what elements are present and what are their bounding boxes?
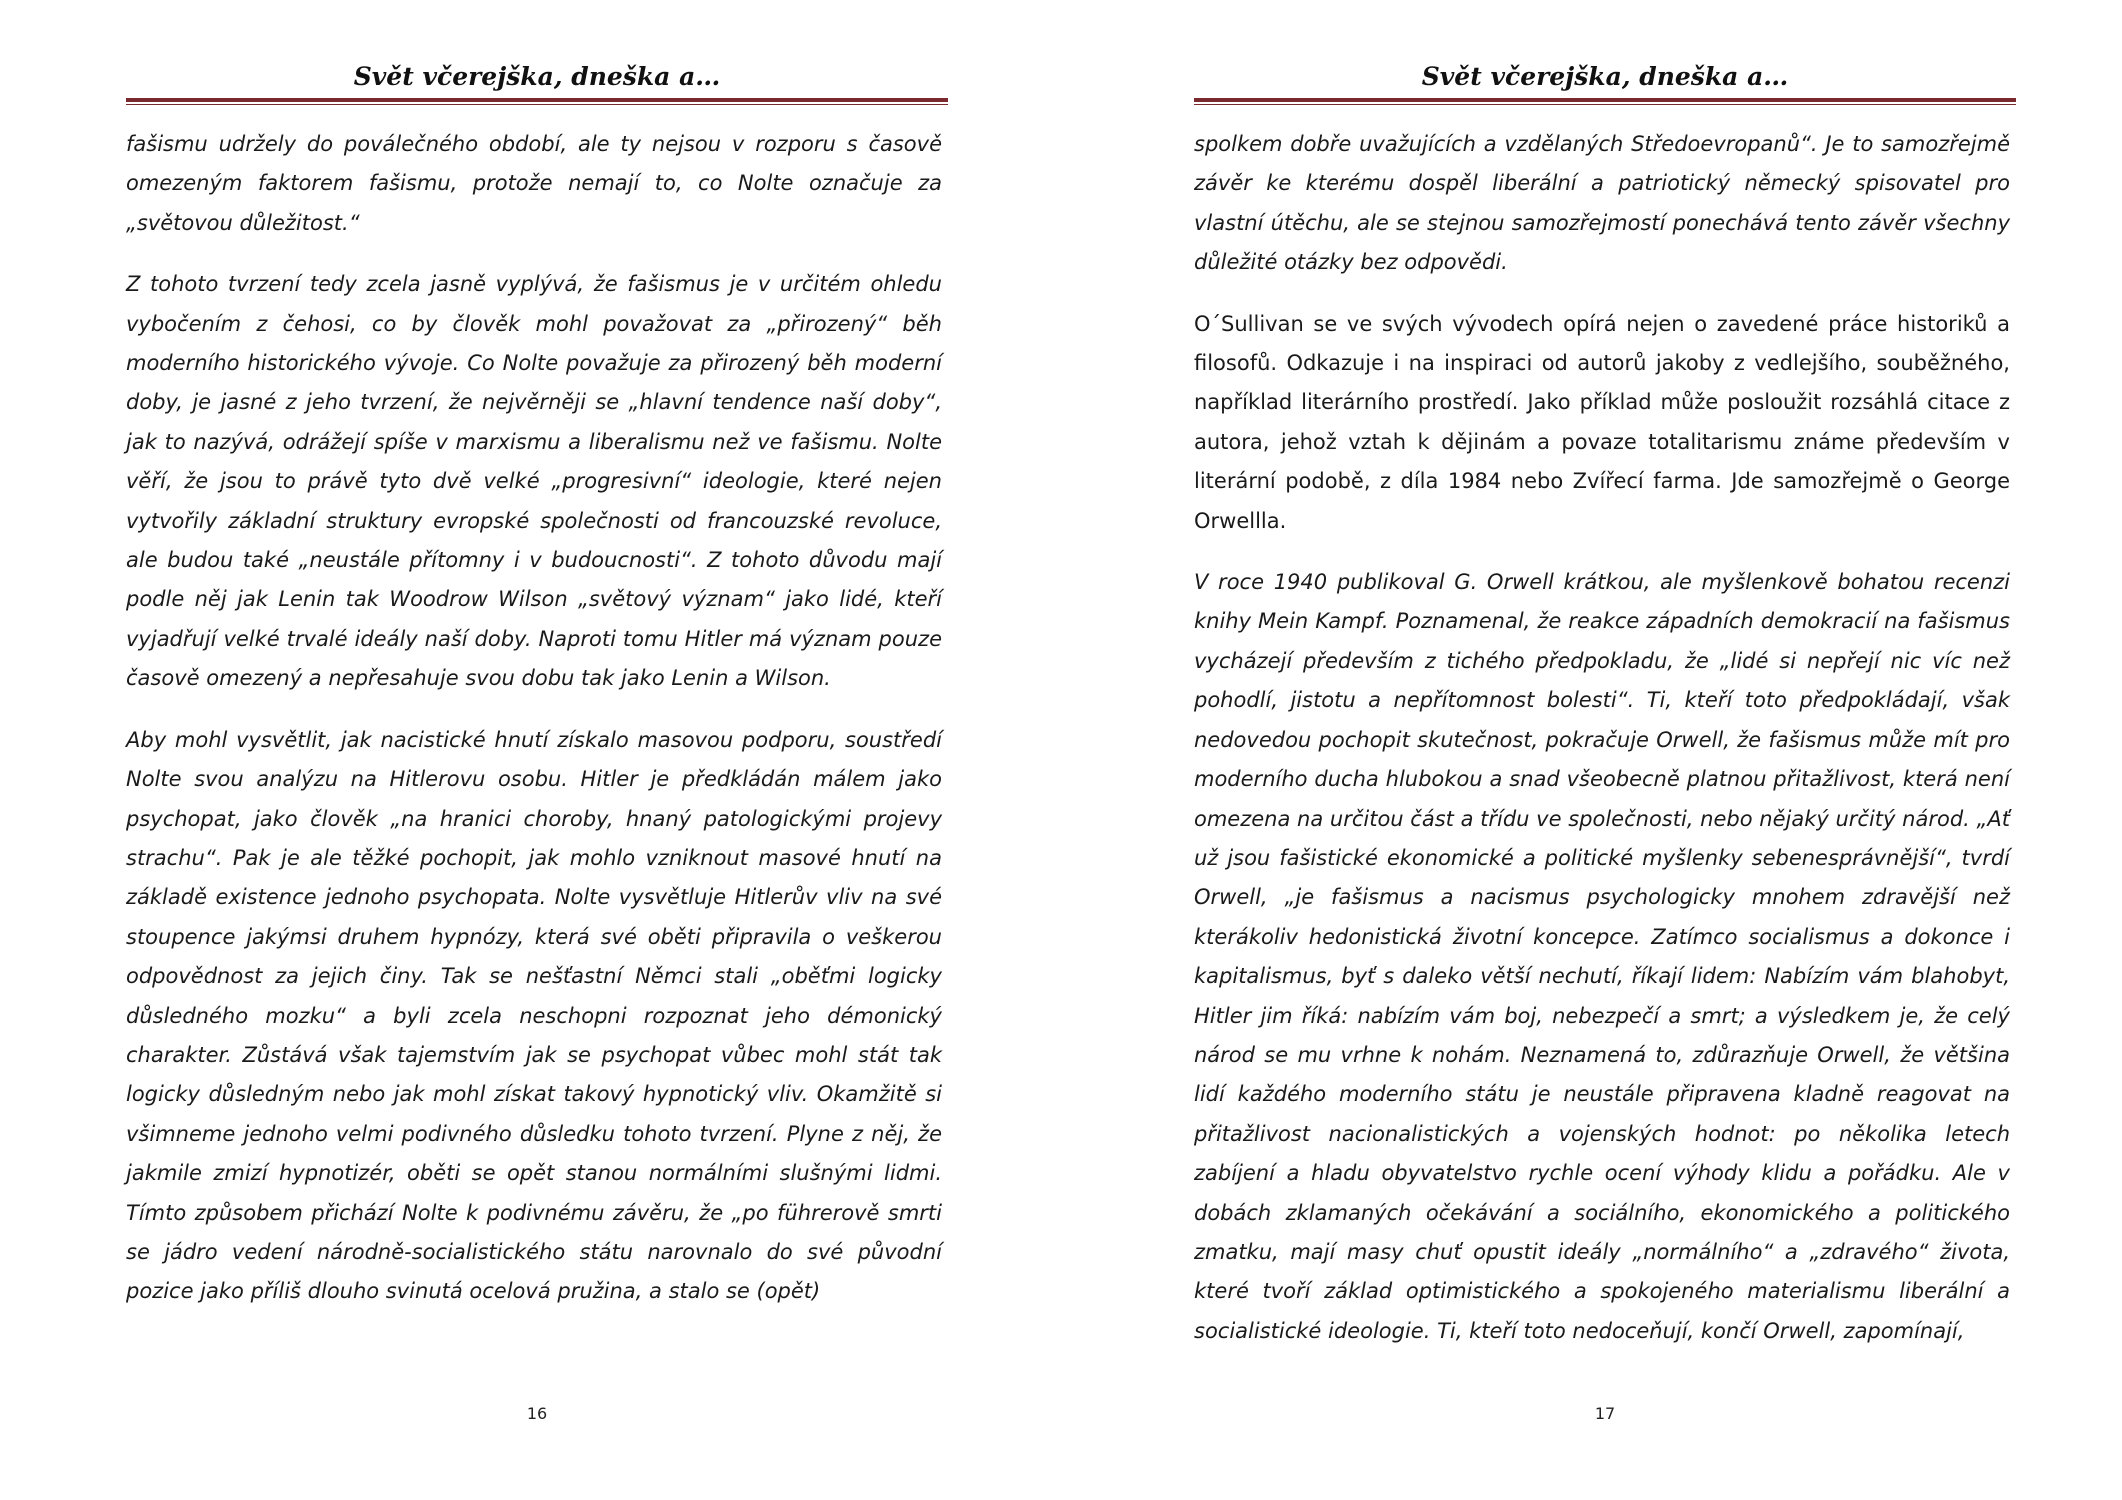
body-text [1194, 125, 2010, 1373]
paragraph: O´Sullivan se ve svých vývodech opírá nejen o zavedené práce historiků a filosofů. Odkazuje i na inspiraci od autorů jakoby z vedlejšího, souběžného, například literárního prostředí. Jako příklad může posloužit rozsáhlá citace z autora, jehož vztah k dějinám a povaze totalitarismu známe především v literární podobě, z díla 1984 nebo Zvířecí farma. Jde samozřejmě o George Orwellla. [1194, 311, 2010, 533]
body-text [126, 125, 942, 1334]
page-number: 17 [1594, 1404, 1616, 1423]
header-rule [126, 98, 948, 102]
paragraph: fašismu udržely do poválečného období, ale ty nejsou v rozporu s časově omezeným faktorem fašismu, protože nemají to, co Nolte označuje za „světovou důležitost.“ [126, 132, 942, 235]
paragraph: Aby mohl vysvětlit, jak nacistické hnutí získalo masovou podporu, soustředí Nolte svou analýzu na Hitlerovu osobu. Hitler je předkládán málem jako psychopat, jako člověk „na hranici choroby, hnaný patologickými projevy strachu“. Pak je ale těžké pochopit, jak mohlo vzniknout masové hnutí na základě existence jednoho psychopata. Nolte vysvětluje Hitlerův vliv na své stoupence jakýmsi druhem hypnózy, která své oběti připravila o veškerou odpovědnost za jejich činy. Tak se nešťastní Němci stali „oběťmi logicky důsledného mozku“ a byli zcela neschopni rozpoznat jeho démonický charakter. Zůstává však tajemstvím jak se psychopat vůbec mohl stát tak logicky důsledným nebo jak mohl získat takový hypnotický vliv. Okamžitě si všimneme jednoho velmi podivného důsledku tohoto tvrzení. Plyne z něj, že jakmile zmizí hypnotizér, oběti se opět stanou normálními slušnými lidmi. Tímto způsobem přichází Nolte k podivnému závěru, že „po führerově smrti se jádro vedení národně-socialistického státu narovnalo do své původní pozice jako příliš dlouho svinutá ocelová pružina, a stalo se (opět) [126, 727, 942, 1304]
page-number: 16 [526, 1404, 548, 1423]
running-head: Svět včerejška, dneška a… [353, 62, 721, 91]
header-rule-thin [1194, 104, 2016, 105]
paragraph: Z tohoto tvrzení tedy zcela jasně vyplývá, že fašismus je v určitém ohledu vybočením z čehosi, co by člověk mohl považovat za „přirozený“ běh moderního historického vývoje. Co Nolte považuje za přirozený běh moderní doby, je jasné z jeho tvrzení, že nejvěrněji se „hlavní tendence naší doby“, jak to nazývá, odrážejí spíše v marxismu a liberalismu než ve fašismu. Nolte věří, že jsou to právě tyto dvě velké „progresivní“ ideologie, které nejen vytvořily základní struktury evropské společnosti od francouzské revoluce, ale budou také „neustále přítomny i v budoucnosti“. Z tohoto důvodu mají podle něj jak Lenin tak Woodrow Wilson „světový význam“ jako lidé, kteří vyjadřují velké trvalé ideály naší doby. Naproti tomu Hitler má význam pouze časově omezený a nepřesahuje svou dobu tak jako Lenin a Wilson. [126, 272, 942, 691]
running-head: Svět včerejška, dneška a… [1421, 62, 1789, 91]
header-rule [1194, 98, 2016, 102]
paragraph: V roce 1940 publikoval G. Orwell krátkou, ale myšlenkově bohatou recenzi knihy Mein Kampf. Poznamenal, že reakce západních demokracií na fašismus vycházejí především z tichého předpokladu, že „lidé si nepřejí nic víc než pohodlí, jistotu a nepřítomnost bolesti“. Ti, kteří toto předpokládají, však nedovedou pochopit skutečnost, pokračuje Orwell, že fašismus může mít pro moderního ducha hlubokou a snad všeobecně platnou přitažlivost, která není omezena na určitou část a třídu ve společnosti, nebo nějaký určitý národ. „Ať už jsou fašistické ekonomické a politické myšlenky sebenesprávnější“, tvrdí Orwell, „je fašismus a nacismus psychologicky mnohem zdravější než kterákoliv hedonistická životní koncepce. Zatímco socialismus a dokonce i kapitalismus, byť s daleko větší nechutí, říkají lidem: Nabízím vám blahobyt, Hitler jim říká: nabízím vám boj, nebezpečí a smrt; a výsledkem je, že celý národ se mu vrhne k nohám. Neznamená to, zdůrazňuje Orwell, že většina lidí každého moderního státu je neustále připravena kladně reagovat na přitažlivost nacionalistických a vojenských hodnot: po několika letech zabíjení a hladu obyvatelstvo rychle ocení výhody klidu a pořádku. Ale v dobách zklamaných očekávání a sociálního, ekonomického a politického zmatku, mají masy chuť opustit ideály „normálního“ a „zdravého“ života, které tvoří základ optimistického a spokojeného materialismu liberální a socialistické ideologie. Ti, kteří toto nedoceňují, končí Orwell, zapomínají, [1194, 570, 2010, 1343]
header-rule-thin [126, 104, 948, 105]
right-page [1194, 0, 2016, 1500]
paragraph: spolkem dobře uvažujících a vzdělaných Středoevropanů“. Je to samozřejmě závěr ke kterému dospěl liberální a patriotický německý spisovatel pro vlastní útěchu, ale se stejnou samozřejmostí ponechává tento závěr všechny důležité otázky bez odpovědi. [1194, 132, 2010, 275]
left-page [126, 0, 948, 1500]
